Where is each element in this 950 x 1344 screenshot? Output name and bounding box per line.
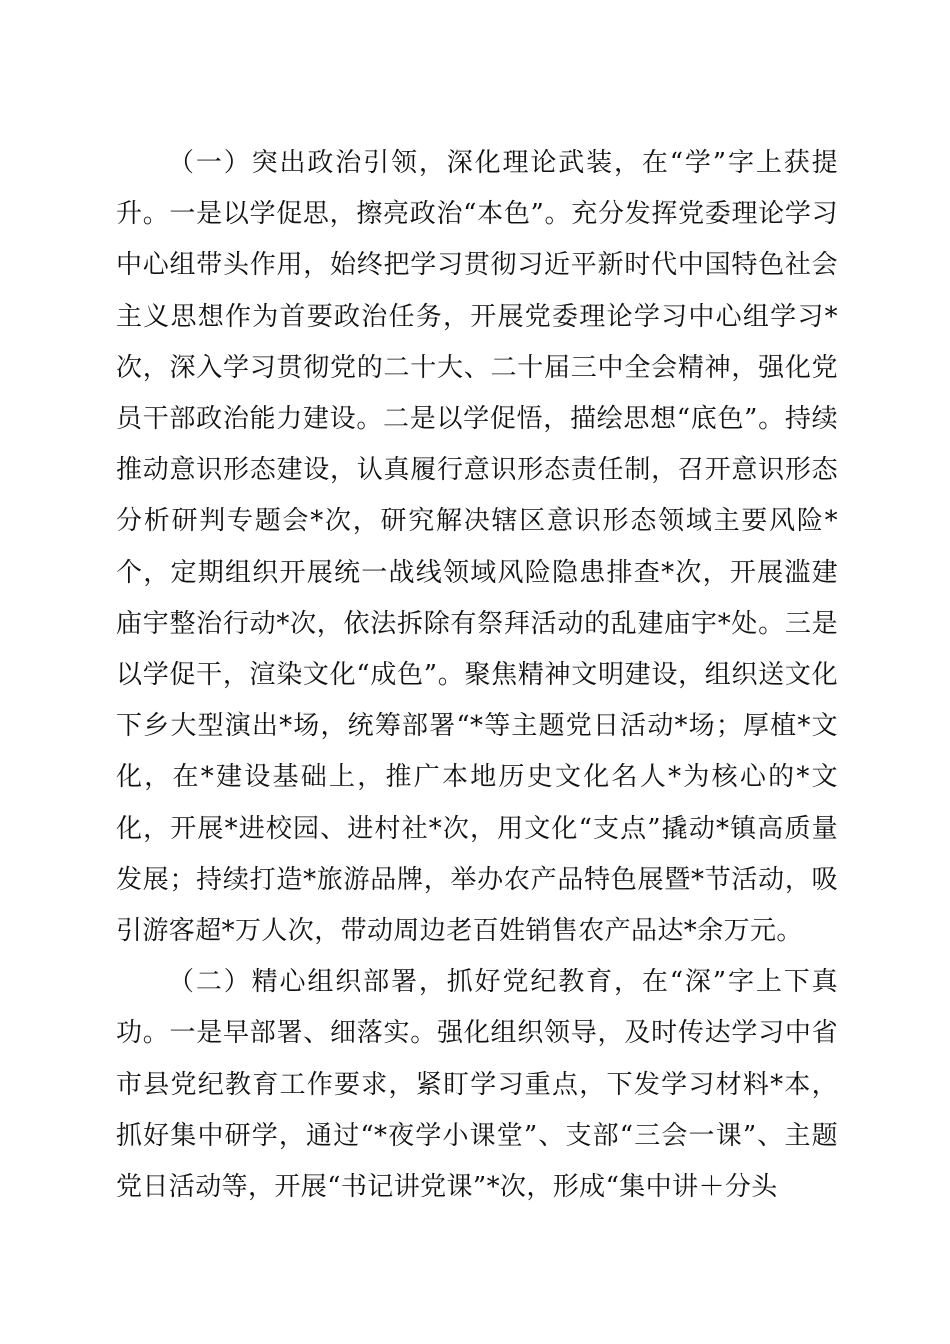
body-text (116, 138, 838, 1213)
paragraph-2: （二）精心组织部署，抓好党纪教育，在“深”字上下真功。一是早部署、细落实。强化组织领导，及时传达学习中省市县党纪教育工作要求，紧盯学习重点，下发学习材料*本，抓好集中研学，通过“*夜学小课堂”、支部“三会一课”、主题党日活动等，开展“书记讲党课”*次，形成“集中讲＋分头 (116, 967, 838, 1203)
paragraph-1: （一）突出政治引领，深化理论武装，在“学”字上获提升。一是以学促思，擦亮政治“本色”。充分发挥党委理论学习中心组带头作用，始终把学习贯彻习近平新时代中国特色社会主义思想作为首要政治任务，开展党委理论学习中心组学习*次，深入学习贯彻党的二十大、二十届三中全会精神，强化党员干部政治能力建设。二是以学促悟，描绘思想“底色”。持续推动意识形态建设，认真履行意识形态责任制，召开意识形态分析研判专题会*次，研究解决辖区意识形态领域主要风险*个，定期组织开展统一战线领域风险隐患排查*次，开展滥建庙宇整治行动*次，依法拆除有祭拜活动的乱建庙宇*处。三是以学促干，渲染文化“成色”。聚焦精神文明建设，组织送文化下乡大型演出*场，统筹部署“*等主题党日活动*场；厚植*文化，在*建设基础上，推广本地历史文化名人*为核心的*文化，开展*进校园、进村社*次，用文化“支点”撬动*镇高质量发展；持续打造*旅游品牌，举办农产品特色展暨*节活动，吸引游客超*万人次，带动周边老百姓销售农产品达*余万元。 (116, 148, 838, 947)
